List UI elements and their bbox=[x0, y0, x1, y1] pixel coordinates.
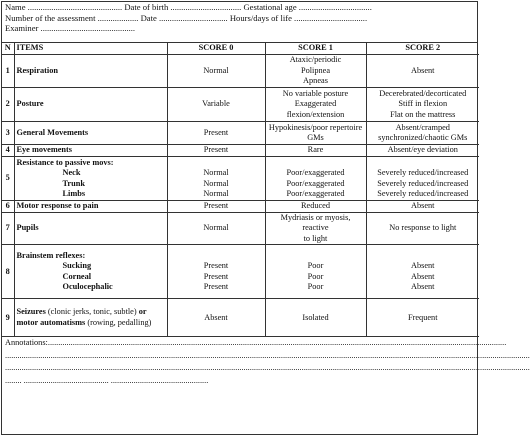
row-number: 1 bbox=[2, 55, 14, 88]
score1-line: Poor/exaggerated bbox=[286, 168, 345, 178]
score1-line: Polipnea bbox=[300, 65, 331, 75]
table-row bbox=[2, 213, 479, 245]
score1-line: GMs bbox=[307, 133, 324, 142]
row-number: 6 bbox=[2, 201, 14, 213]
score2-cell: No response to light bbox=[366, 213, 479, 245]
score0-cell: Present bbox=[167, 201, 265, 213]
item-label: General Movements bbox=[14, 122, 167, 145]
score1-line: Poor bbox=[307, 261, 324, 271]
sub-item-label: Sucking bbox=[62, 261, 92, 271]
score1-line: Poor bbox=[307, 271, 324, 281]
sub-item-label: Corneal bbox=[62, 271, 92, 281]
score1-line: Ataxic/periodic bbox=[289, 55, 342, 65]
score0-cell: Absent bbox=[167, 299, 265, 337]
score2-line: synchronized/chaotic GMs bbox=[378, 133, 468, 142]
score2-line: Absent/cramped bbox=[395, 122, 450, 132]
score1-cell bbox=[265, 157, 366, 201]
item-label: Eye movements bbox=[14, 145, 167, 157]
score2-cell bbox=[366, 157, 479, 201]
score2-cell bbox=[366, 88, 479, 122]
score0-cell: Normal bbox=[167, 55, 265, 88]
row-number: 8 bbox=[2, 245, 14, 299]
item-label-bold: or motor automatisms bbox=[16, 307, 147, 327]
col-header-score1: SCORE 1 bbox=[265, 43, 366, 55]
score2-line: Flat on the mattress bbox=[390, 109, 456, 119]
score0-cell: Present bbox=[167, 145, 265, 157]
table-header-row bbox=[2, 43, 479, 55]
score0-cell: Present bbox=[167, 122, 265, 145]
score2-line: Stiff in flexion bbox=[398, 99, 448, 109]
row-number: 3 bbox=[2, 122, 14, 145]
score1-cell: Isolated bbox=[265, 299, 366, 337]
table-row bbox=[2, 201, 479, 213]
item-label: Respiration bbox=[14, 55, 167, 88]
item-cell bbox=[14, 245, 167, 299]
assessment-form bbox=[1, 1, 530, 435]
score0-line: Normal bbox=[203, 178, 229, 188]
score2-cell: Absent/eye deviation bbox=[366, 145, 479, 157]
table-row bbox=[2, 299, 479, 337]
col-header-score0: SCORE 0 bbox=[167, 43, 265, 55]
row-number: 7 bbox=[2, 213, 14, 245]
item-label-bold: Seizures bbox=[16, 307, 46, 317]
score0-cell bbox=[167, 157, 265, 201]
score2-cell: Frequent bbox=[366, 299, 479, 337]
sub-item-label: Trunk bbox=[62, 178, 85, 188]
score2-line: Severely reduced/increased bbox=[377, 168, 469, 178]
score2-line: Severely reduced/increased bbox=[377, 178, 469, 188]
score2-line: Decerebrated/decorticated bbox=[379, 88, 467, 98]
score1-cell: Reduced bbox=[265, 201, 366, 213]
score1-line: Poor bbox=[307, 282, 324, 292]
score2-cell bbox=[366, 245, 479, 299]
score1-cell bbox=[265, 122, 366, 145]
score1-line: to light bbox=[303, 233, 328, 243]
score1-line: Exaggerated flexion/extension bbox=[286, 99, 345, 119]
col-header-score2: SCORE 2 bbox=[366, 43, 479, 55]
item-label: Posture bbox=[14, 88, 167, 122]
score2-line: Absent bbox=[410, 271, 435, 281]
table-row bbox=[2, 245, 479, 299]
score1-line: No variable posture bbox=[282, 88, 349, 98]
item-label: Brainstem reflexes: bbox=[16, 250, 86, 260]
table-row bbox=[2, 122, 479, 145]
annotations-line: ............................................................................................................................................................................................................................................................. bbox=[5, 363, 530, 373]
score0-cell: Normal bbox=[167, 213, 265, 245]
sub-item-label: Limbs bbox=[62, 188, 86, 198]
table-row bbox=[2, 145, 479, 157]
item-label: Resistance to passive movs: bbox=[16, 157, 114, 167]
score1-line: Poor/exaggerated bbox=[286, 188, 345, 198]
item-label-plain: (clonic jerks, tonic, subtle) bbox=[45, 307, 139, 317]
score0-cell: Variable bbox=[167, 88, 265, 122]
score2-line: Absent bbox=[410, 261, 435, 271]
scoring-table bbox=[2, 43, 479, 337]
col-header-items: ITEMS bbox=[14, 43, 167, 55]
score1-line: Hypokinesis/poor repertoire bbox=[268, 122, 363, 132]
header-line-name: Name ............................................ Date of birth ................................. Gestational age .................................. bbox=[5, 2, 372, 12]
item-label-plain: (rowing, pedalling) bbox=[85, 317, 152, 327]
row-number: 9 bbox=[2, 299, 14, 337]
score0-line: Present bbox=[203, 261, 229, 271]
header-line-examiner: Examiner ............................................ bbox=[5, 23, 136, 34]
score0-line: Present bbox=[203, 282, 229, 292]
header-line-assessment: Number of the assessment ................... Date ................................ Hours/days of life .................................. bbox=[5, 12, 368, 23]
score2-cell bbox=[366, 122, 479, 145]
score1-cell bbox=[265, 245, 366, 299]
score2-line: Severely reduced/increased bbox=[377, 188, 469, 198]
table-row bbox=[2, 157, 479, 201]
annotations-line: ............................................................................................................................................................................................................................................................. bbox=[5, 350, 530, 360]
score1-cell bbox=[265, 213, 366, 245]
row-number: 2 bbox=[2, 88, 14, 122]
sub-item-label: Oculocephalic bbox=[62, 282, 113, 292]
score2-cell: Absent bbox=[366, 201, 479, 213]
item-cell bbox=[14, 299, 167, 337]
score1-line: Poor/exaggerated bbox=[286, 178, 345, 188]
score1-line: Mydriasis or myosis, reactive bbox=[280, 213, 351, 233]
row-number: 5 bbox=[2, 157, 14, 201]
annotations-line: ........ ......................................... ............................................... bbox=[5, 376, 209, 385]
score1-cell bbox=[265, 88, 366, 122]
score0-line: Normal bbox=[203, 188, 229, 198]
score1-cell bbox=[265, 55, 366, 88]
score0-line: Normal bbox=[203, 168, 229, 178]
score2-line: Absent bbox=[410, 282, 435, 292]
score1-cell: Rare bbox=[265, 145, 366, 157]
score1-line: Apneas bbox=[303, 76, 328, 86]
score2-cell: Absent bbox=[366, 55, 479, 88]
item-label: Pupils bbox=[14, 213, 167, 245]
row-number: 4 bbox=[2, 145, 14, 157]
sub-item-label: Neck bbox=[62, 168, 81, 178]
form-header bbox=[2, 2, 477, 43]
table-row bbox=[2, 55, 479, 88]
col-header-n: N bbox=[2, 43, 14, 55]
score0-cell bbox=[167, 245, 265, 299]
annotations-line: Annotations:............................................................................................................................................................................................................................. bbox=[5, 338, 507, 348]
item-cell bbox=[14, 157, 167, 201]
annotations-section bbox=[2, 337, 530, 387]
item-label: Motor response to pain bbox=[14, 201, 167, 213]
table-row bbox=[2, 88, 479, 122]
score0-line: Present bbox=[203, 271, 229, 281]
